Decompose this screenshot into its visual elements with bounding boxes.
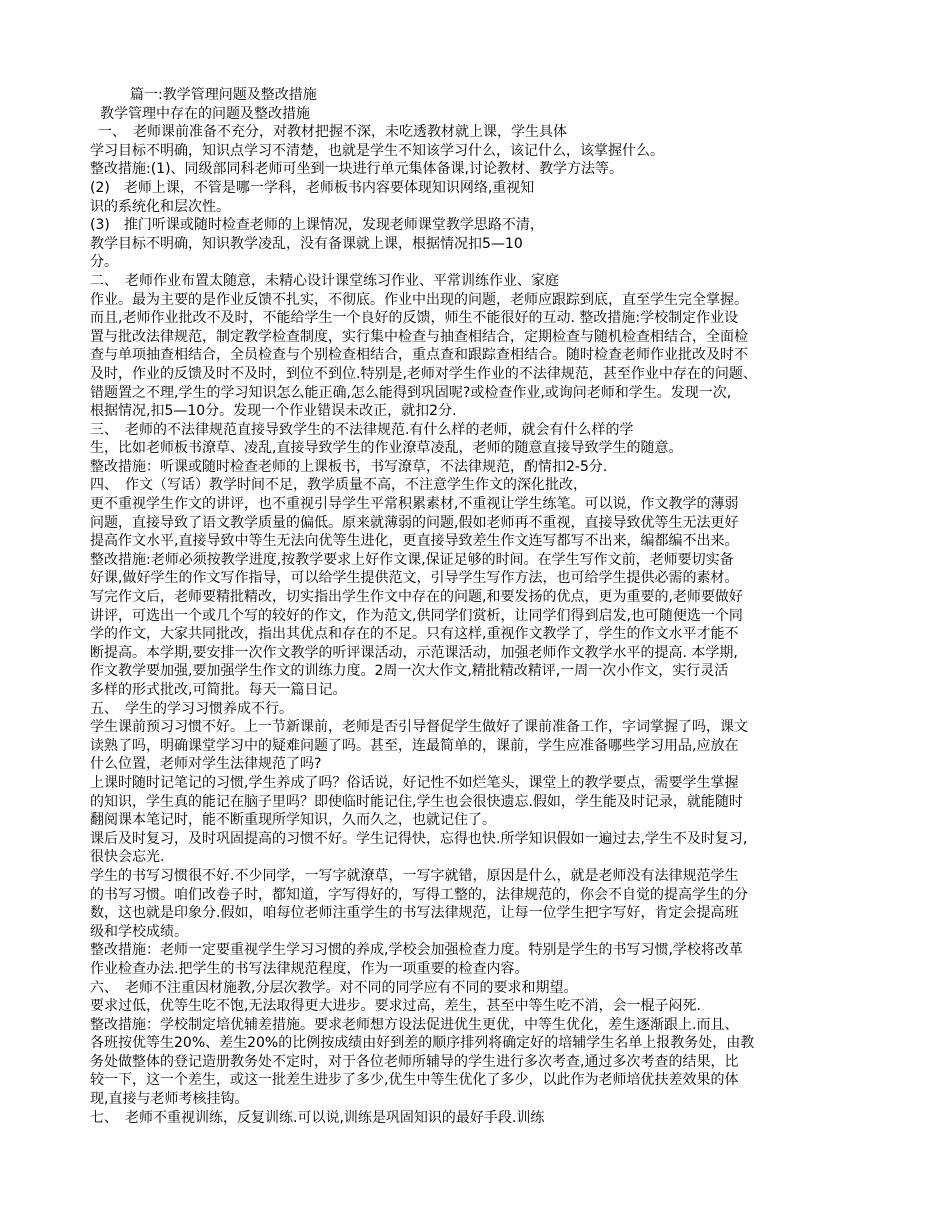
paragraph-line: 及时，作业的反馈及时不及时，到位不到位.特别是,老师对学生作业的不法律规范，甚至作业中存在的问题、: [90, 365, 757, 382]
paragraph-line: 置与批改法律规范，制定教学检查制度，实行集中检查与抽查相结合，定期检查与随机检查相结合，全面检: [90, 328, 748, 345]
paragraph-line: 更不重视学生作文的讲评，也不重视引导学生平常积累素材,不重视让学生练笔。可以说，作文教学的薄弱: [90, 496, 739, 513]
paragraph-line: 作文教学要加强,要加强学生作文的训练力度。2周一次大作文,精批精改精评,一周一次小作文，实行灵活: [90, 663, 729, 680]
paragraph-line: 问题，直接导致了语文教学质量的偏低。原来就薄弱的问题,假如老师再不重视，直接导致优等生无法更好: [90, 514, 739, 531]
paragraph-line: 学生课前预习习惯不好。上一节新课前，老师是否引导督促学生做好了课前准备工作，字词掌握了吗，课文: [90, 719, 748, 736]
paragraph-line: 读熟了吗，明确课堂学习中的疑难问题了吗。甚至，连最简单的，课前，学生应准备哪些学习用品,应放在: [90, 737, 739, 754]
section-heading: 七、 老师不重视训练，反复训练.可以说,训练是巩固知识的最好手段.训练: [90, 1109, 545, 1126]
section-heading: 二、 老师作业布置太随意，未精心设计课堂练习作业、平常训练作业、家庭: [90, 272, 559, 289]
paragraph-line: 级和学校成绩。: [90, 923, 188, 940]
paragraph-line: 分。: [90, 254, 118, 271]
paragraph-line: 而且,老师作业批改不及时，不能给学生一个良好的反馈，师生不能很好的互动. 整改措施:学校制定作业设: [90, 310, 739, 327]
paragraph-line: 翻阅课本笔记时，能不断重现所学知识，久而久之，也就记住了。: [90, 812, 496, 829]
paragraph-line: 上课时随时记笔记的习惯,学生养成了吗？俗话说，好记性不如烂笔头，课堂上的教学要点，需要学生掌握: [90, 774, 739, 791]
section-heading: 一、 老师课前准备不充分，对教材把握不深，未吃透教材就上课，学生具体: [98, 124, 567, 141]
paragraph-line: 讲评，可选出一个或几个写的较好的作文，作为范文,供同学们赏析，让同学们得到启发,也可随便选一个同: [90, 607, 743, 624]
paragraph-line: 学的作文，大家共同批改，指出其优点和存在的不足。只有这样,重视作文教学了，学生的作文水平才能不: [90, 626, 739, 643]
paragraph-line: 作业检查办法.把学生的书写法律规范程度，作为一项重要的检查内容。: [90, 960, 529, 977]
paragraph-line: 什么位置，老师对学生法律规范了吗?: [90, 756, 322, 773]
paragraph-line: (2) 老师上课，不管是哪一学科，老师板书内容要体现知识网络,重视知: [90, 179, 535, 196]
paragraph-line: 查与单项抽查相结合，全员检查与个别检查相结合，重点查和跟踪查相结合。随时检查老师作业批改及时不: [90, 347, 748, 364]
paragraph-line: 课后及时复习，及时巩固提高的习惯不好。学生记得快，忘得也快.所学知识假如一遍过去,学生不及时复习,: [90, 830, 748, 847]
paragraph-line: 作业。最为主要的是作业反馈不扎实，不彻底。作业中出现的问题，老师应跟踪到底，直至学生完全掌握。: [90, 291, 748, 308]
paragraph-line: 整改措施:(1)、同级部同科老师可坐到一块进行单元集体备课,讨论教材、教学方法等。: [90, 161, 623, 178]
paragraph-line: 提高作文水平,直接导致中等生无法向优等生进化，更直接导致差生作文连写都写不出来，编都编不出来。: [90, 533, 739, 550]
document-subheading: 教学管理中存在的问题及整改措施: [100, 105, 310, 122]
paragraph-line: 多样的形式批改,可简批。每天一篇日记。: [90, 682, 347, 698]
paragraph-line: 整改措施：老师一定要重视学生学习习惯的养成,学校会加强检查力度。特别是学生的书写习惯,学校将改革: [90, 942, 743, 959]
paragraph-line: 整改措施：学校制定培优辅差措施。要求老师想方设法促进优生更优，中等生优化，差生逐渐跟上.而且、: [90, 1016, 739, 1033]
paragraph-line: 较一下，这一个差生，或这一批差生进步了多少,优生中等生优化了多少，以此作为老师培优扶差效果的体: [90, 1072, 739, 1089]
paragraph-line: 根据情况,扣5—10分。发现一个作业错误未改正，就扣2分.: [90, 403, 457, 420]
paragraph-line: 生，比如老师板书潦草、凌乱,直接导致学生的作业潦草凌乱，老师的随意直接导致学生的随意。: [90, 440, 683, 457]
paragraph-line: 现,直接与老师考核挂钩。: [90, 1091, 249, 1108]
paragraph-line: 写完作文后，老师要精批精改，切实指出学生作文中存在的问题,和要发扬的优点，更为重要的,老师要做好: [90, 589, 743, 606]
paragraph-line: 整改措施:老师必须按教学进度,按教学要求上好作文课,保证足够的时间。在学生写作文前，老师要切实备: [90, 551, 734, 568]
section-heading: 三、 老师的不法律规范直接导致学生的不法律规范.有什么样的老师，就会有什么样的学: [90, 421, 634, 438]
paragraph-line: 整改措施：听课或随时检查老师的上课板书，书写潦草，不法律规范，酌情扣2-5分.: [90, 458, 608, 475]
paragraph-line: 的知识，学生真的能记在脑子里吗？即使临时能记住,学生也会很快遗忘.假如，学生能及时记录，就能随时: [90, 793, 743, 810]
paragraph-line: 数，这也就是印象分.假如，咱每位老师注重学生的书写法律规范，让每一位学生把字写好，肯定会提高班: [90, 905, 739, 922]
section-heading: 四、 作文（写话）教学时间不足，教学质量不高，不注意学生作文的深化批改，: [90, 477, 587, 494]
paragraph-line: (3) 推门听课或随时检查老师的上课情况，发现老师课堂教学思路不清，: [90, 217, 544, 234]
paragraph-line: 要求过低，优等生吃不饱,无法取得更大进步。要求过高，差生，甚至中等生吃不消，会一棍子闷死.: [90, 998, 701, 1015]
section-heading: 五、 学生的学习习惯养成不行。: [90, 700, 293, 717]
paragraph-line: 很快会忘光.: [90, 849, 165, 866]
paragraph-line: 学生的书写习惯很不好.不少同学，一写字就潦草，一写字就错，原因是什么，就是老师没有法律规范学生: [90, 867, 739, 884]
paragraph-line: 各班按优等生20%、差生20%的比例按成绩由好到差的顺序排列将确定好的培辅学生名单上报教务处，由教: [90, 1035, 755, 1052]
paragraph-line: 断提高。本学期,要安排一次作文教学的听评课活动，示范课活动，加强老师作文教学水平的提高. 本学期,: [90, 644, 738, 661]
paragraph-line: 学习目标不明确，知识点学习不清楚，也就是学生不知该学习什么，该记什么，该掌握什么。: [90, 142, 664, 159]
paragraph-line: 的书写习惯。咱们改卷子时，都知道，字写得好的，写得工整的，法律规范的，你会不自觉的提高学生的分: [90, 886, 748, 903]
paragraph-line: 好课,做好学生的作文写作指导，可以给学生提供范文，引导学生写作方法，也可给学生提供必需的素材。: [90, 570, 739, 587]
document-body: [90, 86, 870, 1127]
paragraph-line: 务处做整体的登记造册教务处不定时，对于各位老师所辅导的学生进行多次考查,通过多次考查的结果，比: [90, 1053, 739, 1070]
document-heading: 篇一:教学管理问题及整改措施: [130, 87, 317, 103]
section-heading: 六、 老师不注重因材施教,分层次教学。对不同的同学应有不同的要求和期望。: [90, 979, 578, 996]
paragraph-line: 教学目标不明确，知识教学凌乱，没有备课就上课，根据情况扣5—10: [90, 235, 523, 252]
paragraph-line: 识的系统化和层次性。: [90, 198, 230, 215]
paragraph-line: 错题置之不理,学生的学习知识怎么能正确,怎么能得到巩固呢?或检查作业,或询问老师和学生。发现一次,: [90, 384, 732, 401]
